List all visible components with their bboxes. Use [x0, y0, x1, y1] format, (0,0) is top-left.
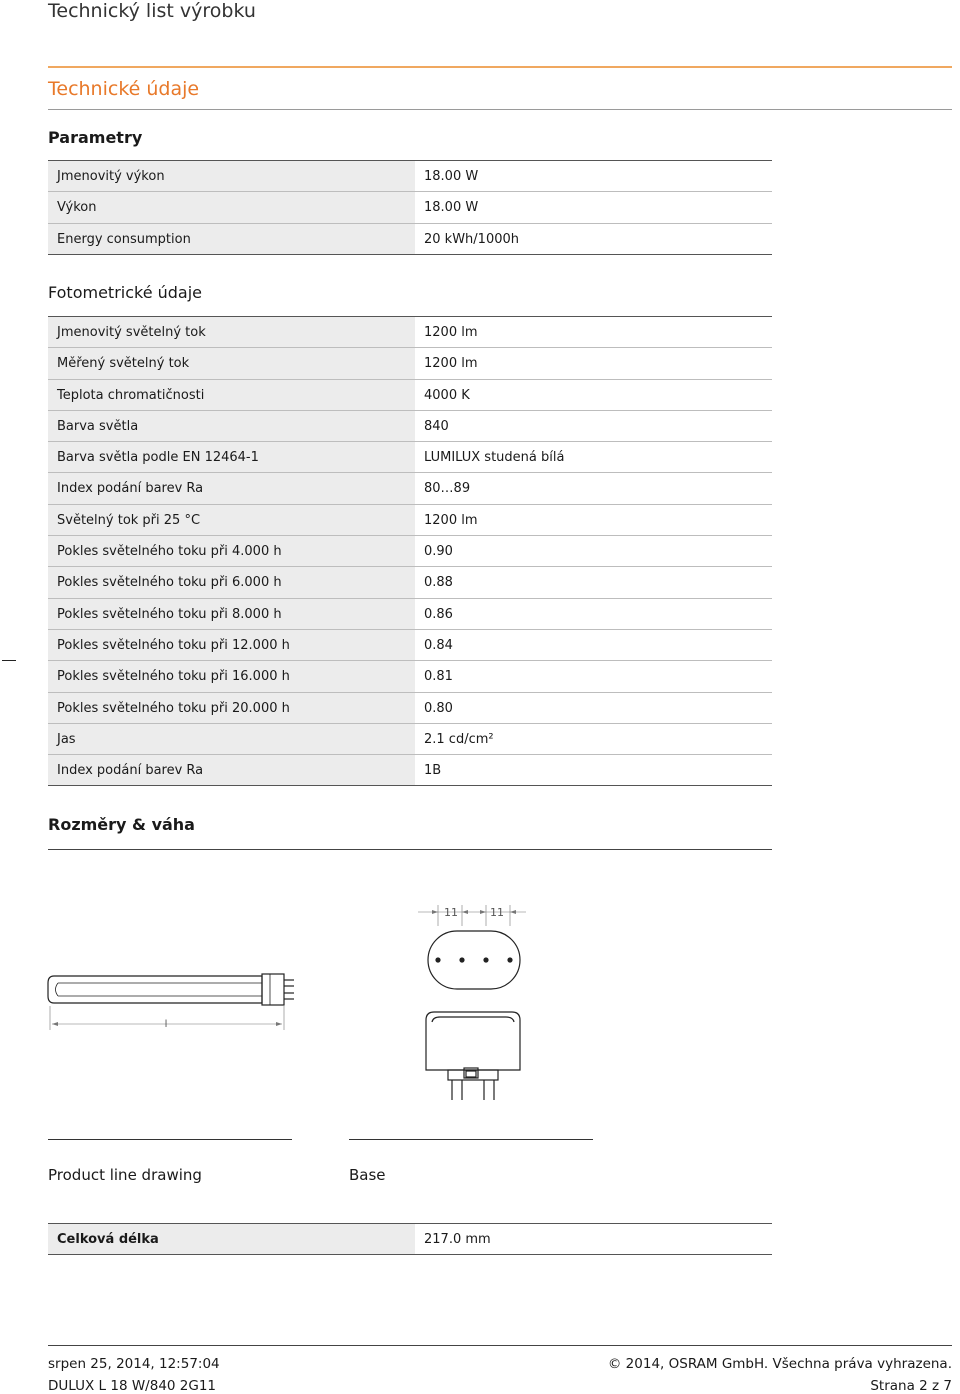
row-value: 1B	[424, 763, 442, 779]
row-value: 18.00 W	[424, 169, 479, 184]
row-label: Barva světla	[48, 411, 415, 441]
parametry-heading: Parametry	[48, 128, 143, 147]
product-drawing-caption: Product line drawing	[48, 1166, 202, 1184]
rozmery-heading: Rozměry & váha	[48, 815, 195, 834]
row-value: 0.88	[424, 575, 453, 591]
row-label: Měřený světelný tok	[48, 348, 415, 378]
footer-copyright: © 2014, OSRAM GmbH. Všechna práva vyhrazena.	[607, 1356, 952, 1372]
row-value: 1200 lm	[424, 356, 478, 372]
row-value: 4000 K	[424, 387, 470, 403]
row-value: 1200 lm	[424, 325, 478, 340]
row-label: Jmenovitý světelný tok	[48, 317, 415, 347]
caption-divider	[48, 1139, 292, 1140]
footer-product: DULUX L 18 W/840 2G11	[48, 1378, 217, 1394]
rozmery-table	[48, 1223, 772, 1255]
row-label: Energy consumption	[48, 224, 415, 254]
product-line-drawing	[48, 974, 294, 1030]
row-label: Jmenovitý výkon	[48, 161, 415, 191]
row-label: Světelný tok při 25 °C	[48, 505, 415, 535]
row-value: 0.86	[424, 606, 453, 622]
row-label: Index podání barev Ra	[48, 473, 415, 503]
length-symbol: l	[164, 1019, 168, 1030]
base-drawing	[418, 905, 526, 1100]
fotometricke-heading: Fotometrické údaje	[48, 283, 203, 302]
row-value: 18.00 W	[424, 200, 479, 216]
row-label: Pokles světelného toku při 12.000 h	[48, 630, 415, 660]
row-label: Pokles světelného toku při 4.000 h	[48, 536, 415, 566]
pin-spacing-label: 11	[444, 906, 458, 919]
caption-divider	[349, 1139, 593, 1140]
table-row	[48, 1224, 772, 1255]
row-label: Pokles světelného toku při 20.000 h	[48, 693, 415, 723]
row-value: 1200 lm	[424, 512, 478, 528]
document-title: Technický list výrobku	[48, 0, 256, 22]
row-value: 0.80	[424, 700, 453, 716]
footer-page-number: Strana 2 z 7	[870, 1378, 952, 1394]
row-label: Index podání barev Ra	[48, 755, 415, 785]
row-value: 840	[424, 418, 449, 434]
pin-spacing-label: 11	[490, 906, 504, 919]
row-value: 0.90	[424, 544, 453, 560]
row-value: 80…89	[424, 481, 471, 497]
row-value: 0.81	[424, 669, 453, 685]
row-label: Celková délka	[48, 1224, 415, 1254]
row-value: LUMILUX studená bílá	[424, 450, 565, 466]
section-title: Technické údaje	[48, 78, 200, 100]
row-value: 20 kWh/1000h	[424, 231, 519, 247]
row-label: Pokles světelného toku při 6.000 h	[48, 567, 415, 597]
row-label: Jas	[48, 724, 415, 754]
row-label: Teplota chromatičnosti	[48, 380, 415, 410]
row-label: Pokles světelného toku při 16.000 h	[48, 661, 415, 691]
row-value: 2.1 cd/cm²	[424, 731, 494, 747]
row-value: 217.0 mm	[424, 1232, 491, 1247]
row-value: 0.84	[424, 637, 453, 653]
row-label: Pokles světelného toku při 8.000 h	[48, 599, 415, 629]
row-label: Výkon	[48, 192, 415, 222]
footer-date: srpen 25, 2014, 12:57:04	[48, 1356, 220, 1372]
row-label: Barva světla podle EN 12464-1	[48, 442, 415, 472]
footer-divider	[48, 1345, 952, 1346]
base-drawing-caption: Base	[349, 1166, 386, 1184]
